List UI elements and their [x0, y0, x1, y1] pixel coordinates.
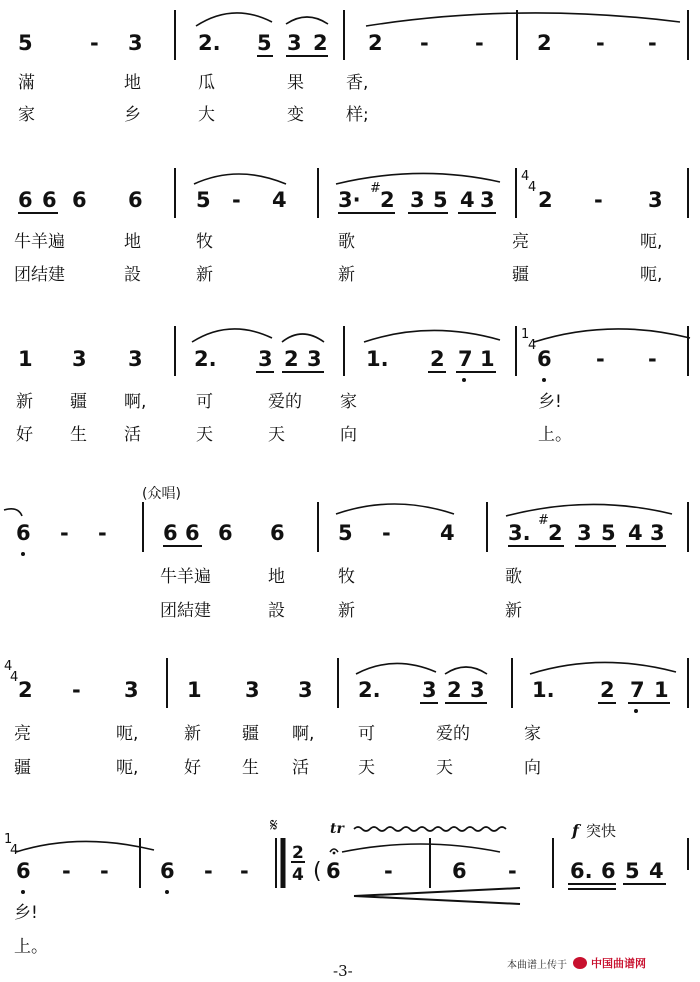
- note-dash: -: [596, 347, 605, 371]
- note-dash: -: [596, 31, 605, 55]
- lyric: 疆: [242, 724, 259, 744]
- note: 3: [128, 31, 143, 55]
- lyric: 上。: [538, 425, 572, 445]
- lyric: 天: [436, 758, 453, 778]
- note: 6: [16, 859, 31, 883]
- note: 4: [460, 188, 475, 212]
- note: 3: [245, 678, 260, 702]
- note: 3: [650, 521, 665, 545]
- lyric: 家: [524, 724, 541, 744]
- note: 3: [470, 678, 485, 702]
- lyric: 团結建: [160, 601, 211, 621]
- lyric: 新: [338, 601, 355, 621]
- note: 2: [447, 678, 462, 702]
- lyric: 香,: [346, 73, 369, 93]
- lower-octave-dot: [462, 378, 466, 382]
- lyric: 疆: [512, 265, 529, 285]
- lyric: 呃,: [640, 265, 663, 285]
- lyric: 呃,: [116, 758, 139, 778]
- note-dash: -: [100, 859, 109, 883]
- note-dash: -: [420, 31, 429, 55]
- note-dash: -: [60, 521, 69, 545]
- tie: [534, 329, 690, 342]
- lyric: 牧: [338, 567, 355, 587]
- note: 3: [480, 188, 495, 212]
- note: 6: [42, 188, 57, 212]
- lyric: 可: [358, 724, 375, 744]
- note-dash: -: [98, 521, 107, 545]
- crescendo-wedge: [354, 896, 520, 904]
- lyric: 可: [196, 392, 213, 412]
- lyric: 呃,: [116, 724, 139, 744]
- note: 6.: [570, 859, 593, 883]
- note: 4: [440, 521, 455, 545]
- note-dash: -: [232, 188, 241, 212]
- trill-wavy-line: [354, 827, 506, 831]
- fermata: [330, 849, 338, 852]
- lyric: 向: [340, 425, 357, 445]
- lyric: 新: [338, 265, 355, 285]
- note: 4: [649, 859, 664, 883]
- note: 5: [601, 521, 616, 545]
- lyric: 乡: [124, 105, 141, 125]
- note: 6: [537, 347, 552, 371]
- note-dash: -: [62, 859, 71, 883]
- lyric: 生: [70, 425, 87, 445]
- chorus-annotation: (众唱): [142, 486, 181, 502]
- lyric: 牧: [196, 232, 213, 252]
- sharp-sign: #: [538, 513, 549, 528]
- note: 2: [18, 678, 33, 702]
- lyric: 亮: [512, 232, 529, 252]
- lyric: 地: [268, 567, 285, 587]
- tempo-marking: 突快: [586, 822, 617, 840]
- slur: [506, 504, 672, 516]
- time-signature-top: 2: [292, 843, 304, 863]
- note: 3: [258, 347, 273, 371]
- note: 2.: [358, 678, 381, 702]
- lyric: 变: [287, 105, 304, 125]
- note: 5: [196, 188, 211, 212]
- note: 2: [548, 521, 563, 545]
- lyric: 生: [242, 758, 259, 778]
- note-dash: -: [648, 31, 657, 55]
- site-logo-icon: [573, 957, 587, 969]
- lyric: 活: [292, 758, 309, 778]
- note: 2.: [194, 347, 217, 371]
- lyric: 呃,: [640, 232, 663, 252]
- lyric: 疆: [14, 758, 31, 778]
- dynamic-forte: f: [572, 821, 579, 840]
- lyric: 天: [196, 425, 213, 445]
- lyric: 歌: [338, 232, 355, 252]
- lower-octave-dot: [542, 378, 546, 382]
- time-signature-bottom: 4: [292, 865, 304, 885]
- lyric: 啊,: [124, 392, 147, 412]
- sharp-sign: #: [370, 181, 381, 196]
- note: 3·: [338, 188, 361, 212]
- slur: [282, 334, 324, 342]
- note: 6: [18, 188, 33, 212]
- lyric: 啊,: [292, 724, 315, 744]
- system-2: [14, 168, 688, 285]
- site-footer: [507, 954, 697, 972]
- note: 1.: [366, 347, 389, 371]
- lyric: 天: [358, 758, 375, 778]
- note: 6: [270, 521, 285, 545]
- note: 3: [287, 31, 302, 55]
- meter-bottom: 4: [10, 843, 19, 858]
- slur: [192, 329, 272, 342]
- note: 1.: [532, 678, 555, 702]
- note: 3: [648, 188, 663, 212]
- note: 5: [338, 521, 353, 545]
- system-3: [16, 326, 690, 445]
- note-dash: -: [240, 859, 249, 883]
- note: 6: [601, 859, 616, 883]
- lyric: 好: [16, 425, 33, 445]
- note: 6: [72, 188, 87, 212]
- lyric: 果: [287, 73, 304, 93]
- note: 6: [128, 188, 143, 212]
- note: 6: [163, 521, 178, 545]
- crescendo-wedge: [354, 888, 520, 896]
- note: 7: [458, 347, 473, 371]
- lyric: 設: [268, 601, 285, 621]
- page-number: -3-: [333, 962, 353, 980]
- note: 2: [430, 347, 445, 371]
- note: 2: [368, 31, 383, 55]
- trill-mark: tr: [330, 821, 344, 837]
- note: 2: [380, 188, 395, 212]
- lyric: 牛羊遍: [14, 232, 65, 252]
- note-dash: -: [594, 188, 603, 212]
- note: 3: [307, 347, 322, 371]
- lyric: 疆: [70, 392, 87, 412]
- lyric: 瓜: [198, 73, 215, 93]
- slur: [286, 17, 328, 24]
- system-6: [4, 815, 688, 957]
- note: 2.: [198, 31, 221, 55]
- meter-top: 4: [4, 659, 13, 674]
- note: 6: [452, 859, 467, 883]
- note: 6: [16, 521, 31, 545]
- lyric: 地: [124, 232, 141, 252]
- note: 3: [124, 678, 139, 702]
- note: 5: [433, 188, 448, 212]
- meter-top: 1: [4, 832, 13, 847]
- lyric: 牛羊遍: [160, 567, 211, 587]
- lyric: 样;: [346, 105, 369, 125]
- note: 6: [326, 859, 341, 883]
- lyric: 新: [184, 724, 201, 744]
- note: 1: [187, 678, 202, 702]
- note-dash: -: [384, 859, 393, 883]
- meter-bottom: 4: [528, 338, 537, 353]
- note: 5: [625, 859, 640, 883]
- meter-bottom: 4: [10, 670, 19, 685]
- slur: [356, 663, 436, 674]
- note: 2: [537, 31, 552, 55]
- note-dash: -: [475, 31, 484, 55]
- segno-sign: 𝄋: [270, 815, 278, 836]
- note: 3: [128, 347, 143, 371]
- lyric: 歌: [505, 567, 522, 587]
- lyric: 活: [124, 425, 141, 445]
- lyric: 好: [184, 758, 201, 778]
- lyric: 天: [268, 425, 285, 445]
- slur: [196, 13, 272, 26]
- tie: [342, 844, 500, 852]
- lyric: 新: [196, 265, 213, 285]
- lyric: 爱的: [268, 392, 302, 412]
- note: 6: [160, 859, 175, 883]
- fermata-dot: [333, 852, 336, 855]
- note-dash: -: [72, 678, 81, 702]
- lyric: 向: [524, 758, 541, 778]
- meter-bottom: 4: [528, 180, 537, 195]
- note-dash: -: [382, 521, 391, 545]
- lyric: 团结建: [14, 265, 65, 285]
- note: 3: [72, 347, 87, 371]
- tie: [16, 841, 154, 852]
- note-dash: -: [204, 859, 213, 883]
- lower-octave-dot: [165, 890, 169, 894]
- note: 6: [218, 521, 233, 545]
- note: 3.: [508, 521, 531, 545]
- note: 2: [313, 31, 328, 55]
- slur: [364, 330, 500, 342]
- parenthesis: (: [313, 859, 322, 884]
- lyric: 爱的: [436, 724, 470, 744]
- note: 3: [577, 521, 592, 545]
- uploaded-text: 本曲谱上传于: [507, 959, 567, 971]
- note: 5: [18, 31, 33, 55]
- system-1: [18, 10, 688, 125]
- slur: [530, 662, 676, 674]
- lyric: 乡!: [538, 392, 562, 412]
- lower-octave-dot: [21, 890, 25, 894]
- lyric: 家: [18, 105, 35, 125]
- site-name: 中国曲谱网: [591, 957, 646, 970]
- meter-top: 1: [521, 327, 530, 342]
- slur: [445, 667, 487, 674]
- lyric: 上。: [14, 937, 48, 957]
- lyric: 新: [16, 392, 33, 412]
- lyric: 大: [198, 105, 215, 125]
- system-5: [4, 658, 688, 778]
- note: 3: [298, 678, 313, 702]
- note: 2: [600, 678, 615, 702]
- lyric: 地: [124, 73, 141, 93]
- lyric: 滿: [18, 73, 35, 93]
- tie-continuation: [4, 509, 22, 516]
- slur: [336, 504, 454, 514]
- note: 6: [185, 521, 200, 545]
- lyric: 乡!: [14, 903, 38, 923]
- note: 4: [628, 521, 643, 545]
- note-dash: -: [508, 859, 517, 883]
- slur: [336, 173, 500, 184]
- note: 1: [18, 347, 33, 371]
- system-4: [4, 486, 688, 621]
- note: 1: [654, 678, 669, 702]
- note: 7: [630, 678, 645, 702]
- lyric: 亮: [14, 724, 31, 744]
- meter-top: 4: [521, 169, 530, 184]
- note: 5: [257, 31, 272, 55]
- note: 4: [272, 188, 287, 212]
- note-dash: -: [90, 31, 99, 55]
- lyric: 設: [124, 265, 141, 285]
- lyric: 家: [340, 392, 357, 412]
- lower-octave-dot: [21, 552, 25, 556]
- slur: [194, 174, 286, 184]
- note-dash: -: [648, 347, 657, 371]
- lower-octave-dot: [634, 709, 638, 713]
- tie: [366, 13, 680, 26]
- note: 3: [422, 678, 437, 702]
- note: 2: [284, 347, 299, 371]
- lyric: 新: [505, 601, 522, 621]
- note: 1: [480, 347, 495, 371]
- note: 3: [410, 188, 425, 212]
- note: 2: [538, 188, 553, 212]
